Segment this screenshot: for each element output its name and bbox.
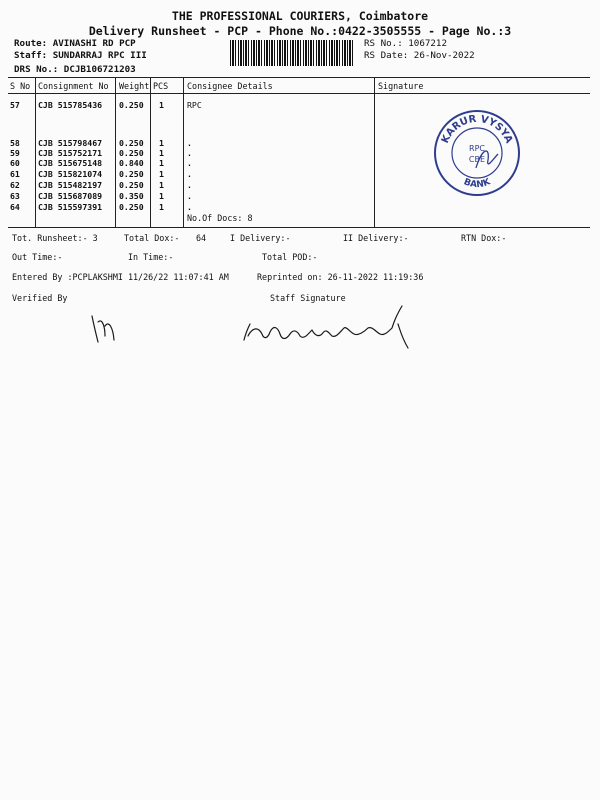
col-header-sno: S No xyxy=(10,81,31,91)
reprinted-on: Reprinted on: 26-11-2022 11:19:36 xyxy=(257,272,424,282)
stamp-bottom-text: BANK xyxy=(462,177,492,191)
staff-signature-label: Staff Signature xyxy=(270,293,346,303)
cell-pcs: 1 xyxy=(159,191,164,201)
cell-consignment: CJB 515675148 xyxy=(38,158,103,168)
col-header-pcs: PCS xyxy=(153,81,169,91)
col-header-weight: Weight xyxy=(119,81,150,91)
col-header-consignee: Consignee Details xyxy=(187,81,273,91)
table-header-border xyxy=(8,93,590,94)
svg-text:KARUR VYSYA xyxy=(440,114,514,145)
stamp-top-text: KARUR VYSYA xyxy=(439,113,515,146)
cell-details: . xyxy=(187,148,192,158)
col-header-signature: Signature xyxy=(378,81,424,91)
cell-weight: 0.250 xyxy=(119,202,144,212)
cell-consignment: CJB 515482197 xyxy=(38,180,103,190)
total-pod: Total POD:- xyxy=(262,252,318,262)
out-time: Out Time:- xyxy=(12,252,63,262)
cell-consignment: CJB 515785436 xyxy=(38,100,103,110)
table-top-border xyxy=(8,77,590,78)
cell-details: . xyxy=(187,191,192,201)
rs-date: RS Date: 26-Nov-2022 xyxy=(364,50,475,61)
cell-sno: 63 xyxy=(10,191,20,201)
cell-details: . xyxy=(187,169,192,179)
verified-by-label: Verified By xyxy=(12,293,68,303)
stamp-rpc: RPC xyxy=(469,144,485,153)
cell-consignment: CJB 515597391 xyxy=(38,202,103,212)
staff-signature xyxy=(238,298,414,356)
cell-pcs: 1 xyxy=(159,169,164,179)
stamp-icon xyxy=(432,108,522,198)
route-text: Route: AVINASHI RD PCP xyxy=(14,38,136,49)
cell-sno: 62 xyxy=(10,180,20,190)
entered-by: Entered By :PCPLAKSHMI 11/26/22 11:07:41 AM xyxy=(12,272,229,282)
staff-text: Staff: SUNDARRAJ RPC III xyxy=(14,50,147,61)
col-divider xyxy=(35,77,36,227)
cell-pcs: 1 xyxy=(159,180,164,190)
cell-pcs: 1 xyxy=(159,100,164,110)
cell-weight: 0.250 xyxy=(119,148,144,158)
i-delivery: I Delivery:- xyxy=(230,233,291,243)
svg-text:BANK xyxy=(462,177,493,190)
ii-delivery: II Delivery:- xyxy=(343,233,409,243)
col-header-consignment: Consignment No xyxy=(38,81,109,91)
runsheet-subtitle: Delivery Runsheet - PCP - Phone No.:0422-3505555 - Page No.:3 xyxy=(88,24,512,38)
company-title: THE PROFESSIONAL COURIERS, Coimbatore xyxy=(171,9,429,23)
cell-weight: 0.250 xyxy=(119,169,144,179)
total-dox-label: Total Dox:- xyxy=(124,233,180,243)
stamp-cbe: CBE xyxy=(468,155,486,164)
cell-weight: 0.250 xyxy=(119,138,144,148)
drs-number: DRS No.: DCJB106721203 xyxy=(14,64,136,75)
cell-weight: 0.250 xyxy=(119,180,144,190)
col-divider xyxy=(150,77,151,227)
cell-weight: 0.250 xyxy=(119,100,144,110)
cell-details: . xyxy=(187,180,192,190)
cell-sno: 60 xyxy=(10,158,20,168)
col-divider xyxy=(374,77,375,227)
cell-sno: 61 xyxy=(10,169,20,179)
cell-pcs: 1 xyxy=(159,138,164,148)
cell-details: RPC xyxy=(187,100,202,110)
cell-consignment: CJB 515752171 xyxy=(38,148,103,158)
tot-runsheet: Tot. Runsheet:- 3 xyxy=(12,233,98,243)
col-divider xyxy=(183,77,184,227)
total-dox-value: 64 xyxy=(196,233,207,243)
cell-pcs: 1 xyxy=(159,148,164,158)
rtn-dox: RTN Dox:- xyxy=(461,233,507,243)
rs-number: RS No.: 1067212 xyxy=(364,38,447,49)
cell-details: . xyxy=(187,138,192,148)
cell-sno: 57 xyxy=(10,100,20,110)
table-bottom-border xyxy=(8,227,590,228)
no-of-docs: No.Of Docs: 8 xyxy=(187,213,253,223)
barcode xyxy=(230,40,355,66)
cell-consignment: CJB 515821074 xyxy=(38,169,103,179)
cell-consignment: CJB 515798467 xyxy=(38,138,103,148)
cell-sno: 58 xyxy=(10,138,20,148)
table-row xyxy=(10,100,20,110)
in-time: In Time:- xyxy=(128,252,174,262)
cell-details: . xyxy=(187,158,192,168)
verifier-signature xyxy=(86,308,126,348)
cell-weight: 0.350 xyxy=(119,191,144,201)
bank-stamp xyxy=(432,108,522,198)
cell-pcs: 1 xyxy=(159,202,164,212)
col-divider xyxy=(115,77,116,227)
cell-details: . xyxy=(187,202,192,212)
cell-weight: 0.840 xyxy=(119,158,144,168)
cell-sno: 59 xyxy=(10,148,20,158)
cell-pcs: 1 xyxy=(159,158,164,168)
cell-consignment: CJB 515687089 xyxy=(38,191,103,201)
cell-sno: 64 xyxy=(10,202,20,212)
